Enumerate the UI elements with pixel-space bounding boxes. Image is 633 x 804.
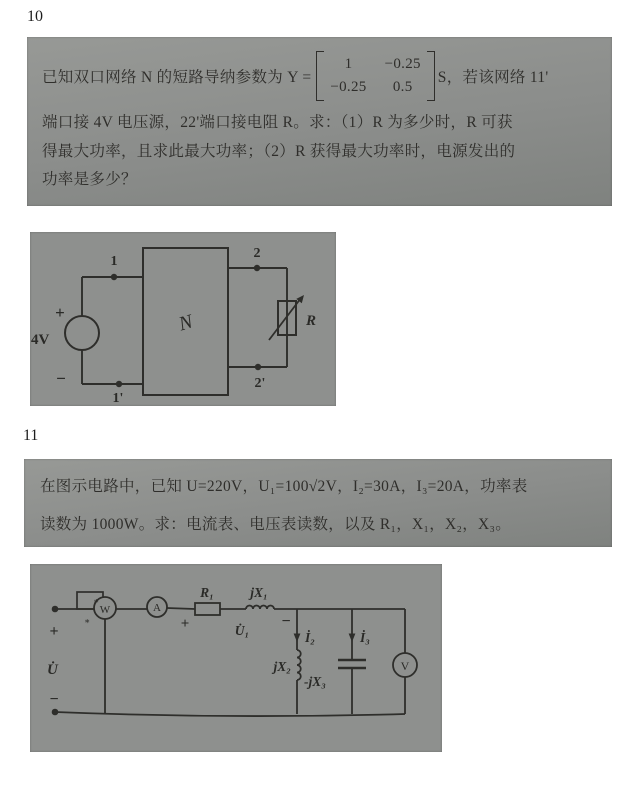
admittance-matrix [316, 51, 434, 101]
x1-label: jX₁ [250, 585, 268, 600]
statement-after-matrix: S，若该网络 11' [437, 69, 549, 86]
source-minus-sign: − [49, 691, 59, 708]
inductor-X1-icon [246, 606, 274, 610]
wattmeter-star-mark-2: ∗ [83, 616, 91, 626]
terminal-2-label: 2 [253, 246, 261, 261]
i3-label: İ₃ [360, 630, 370, 645]
i2-label: İ₂ [305, 630, 315, 645]
capacitor-X3-icon [338, 660, 366, 668]
x3-label: -jX₃ [304, 674, 326, 689]
statement-line-2: 读数为 1000W。求：电流表、电压表读数，以及 R₁，X₁，X₂，X₃。 [40, 516, 512, 533]
wattmeter-star-mark-1: ∗ [92, 596, 100, 606]
source-voltage-label: U̇ [47, 662, 58, 678]
matrix-cells [324, 51, 426, 101]
r1-label: R₁ [200, 585, 214, 600]
statement-line-3: 得最大功率，且求此最大功率；（2）R 获得最大功率时，电源发出的 [42, 142, 516, 160]
u1-plus-sign: + [180, 616, 190, 632]
statement-before-matrix: 已知双口网络 N 的短路导纳参数为 Y = [42, 69, 312, 86]
matrix-left-bracket [316, 51, 324, 101]
statement-line-4: 功率是多少？ [42, 171, 137, 188]
x2-label: jX₂ [273, 659, 291, 674]
problem-11-number: 11 [23, 427, 39, 444]
wattmeter-letter: W [99, 604, 111, 616]
ammeter-letter: A [153, 602, 161, 614]
u1-minus-sign: − [281, 613, 291, 630]
problem-11-statement-block [24, 459, 612, 547]
voltage-source-icon [65, 316, 99, 350]
statement-line-2: 端口接 4V 电压源，22'端口接电阻 R。求：（1）R 为多少时，R 可获 [42, 114, 513, 131]
source-plus-sign: + [55, 303, 65, 322]
matrix-cell-r2c2: 0.5 [392, 79, 413, 95]
two-port-network-circuit [30, 232, 336, 406]
u1-label: U̇₁ [234, 623, 250, 638]
network-N-label: N [176, 310, 196, 336]
terminal-2p-label: 2' [254, 376, 266, 391]
voltmeter-letter: V [400, 659, 410, 673]
circuit-wires [55, 608, 405, 716]
source-plus-sign: + [49, 623, 59, 640]
inductor-X2-icon [297, 650, 301, 680]
statement-line-1: 在图示电路中，已知 U=220V，U₁=100√2V，I₂=30A，I₃=20A，功率表 [40, 478, 528, 495]
ac-measurement-circuit [30, 564, 442, 752]
current-arrows [294, 634, 356, 643]
statement-line-1 [42, 43, 600, 109]
resistor-R1-icon [195, 603, 220, 615]
matrix-right-bracket [427, 51, 435, 101]
source-minus-sign: − [56, 369, 66, 388]
resistor-R-label: R [306, 313, 317, 329]
terminal-1-label: 1 [110, 254, 118, 269]
matrix-cell-r1c2: −0.25 [384, 56, 421, 72]
problem-10-circuit-figure [30, 232, 336, 406]
matrix-cell-r1c1: 1 [344, 56, 353, 72]
matrix-cell-r2c1: −0.25 [330, 79, 367, 95]
terminal-1p-label: 1' [112, 391, 124, 406]
problem-10-statement-block [27, 37, 612, 206]
problem-10-number: 10 [27, 8, 43, 25]
source-value-label: 4V [31, 332, 50, 348]
problem-11-circuit-figure [30, 564, 442, 752]
